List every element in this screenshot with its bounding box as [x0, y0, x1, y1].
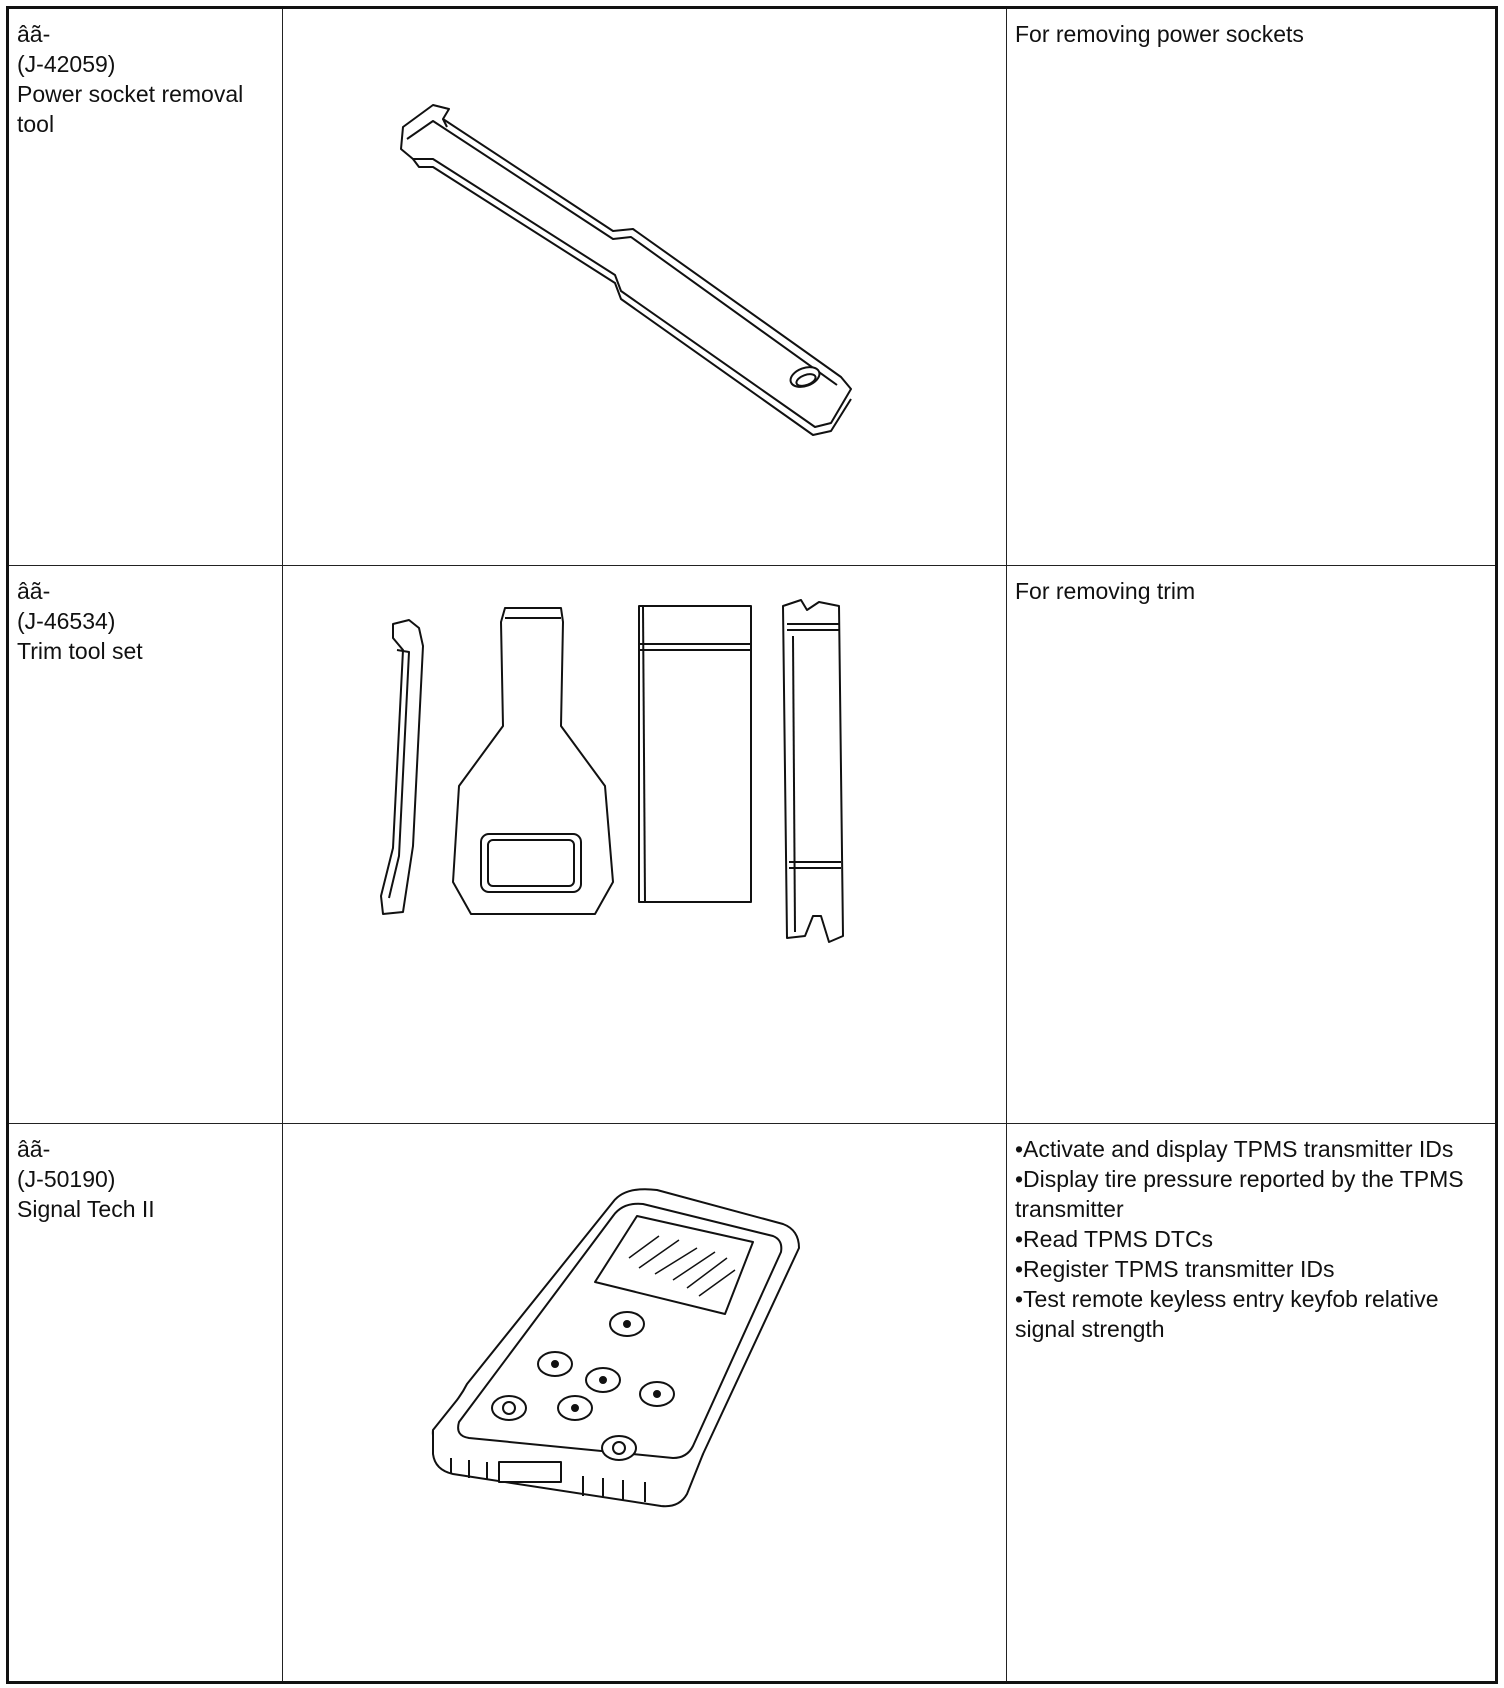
description-line: For removing trim [1015, 578, 1196, 605]
tool-prefix: âã- [17, 578, 51, 605]
description-line: •Read TPMS DTCs [1015, 1225, 1214, 1252]
tool-id-cell [9, 566, 283, 1123]
tool-id-cell [9, 1124, 283, 1681]
tool-prefix: âã- [17, 21, 51, 47]
tool-description-cell [1007, 566, 1495, 1123]
tool-description-cell [1007, 1124, 1495, 1681]
tool-description-cell [1007, 9, 1495, 566]
description-line: •Display tire pressure reported by the TPMS transmitter [1015, 1165, 1464, 1222]
tool-prefix: âã- [17, 1135, 51, 1162]
tool-illustration-cell [283, 566, 1007, 1123]
signal-tech-ii-icon [283, 1124, 1007, 1681]
description-line: •Register TPMS transmitter IDs [1015, 1255, 1335, 1282]
tool-part-number: (J-42059) [17, 51, 116, 77]
tool-name: Trim tool set [17, 638, 143, 665]
tool-part-number: (J-50190) [17, 1165, 116, 1192]
tool-part-number: (J-46534) [17, 608, 116, 635]
tool-name: Signal Tech II [17, 1195, 155, 1222]
trim-tool-set-icon [283, 566, 1007, 1123]
description-line: For removing power sockets [1015, 21, 1304, 47]
special-tools-table [6, 6, 1498, 1684]
power-socket-removal-tool-icon [283, 9, 1007, 566]
tool-illustration-cell [283, 9, 1007, 566]
tool-illustration-cell [283, 1124, 1007, 1681]
tool-name: Power socket removal tool [17, 81, 244, 137]
description-line: •Activate and display TPMS transmitter IDs [1015, 1135, 1454, 1162]
description-line: •Test remote keyless entry keyfob relative signal strength [1015, 1285, 1439, 1342]
tool-id-cell [9, 9, 283, 566]
